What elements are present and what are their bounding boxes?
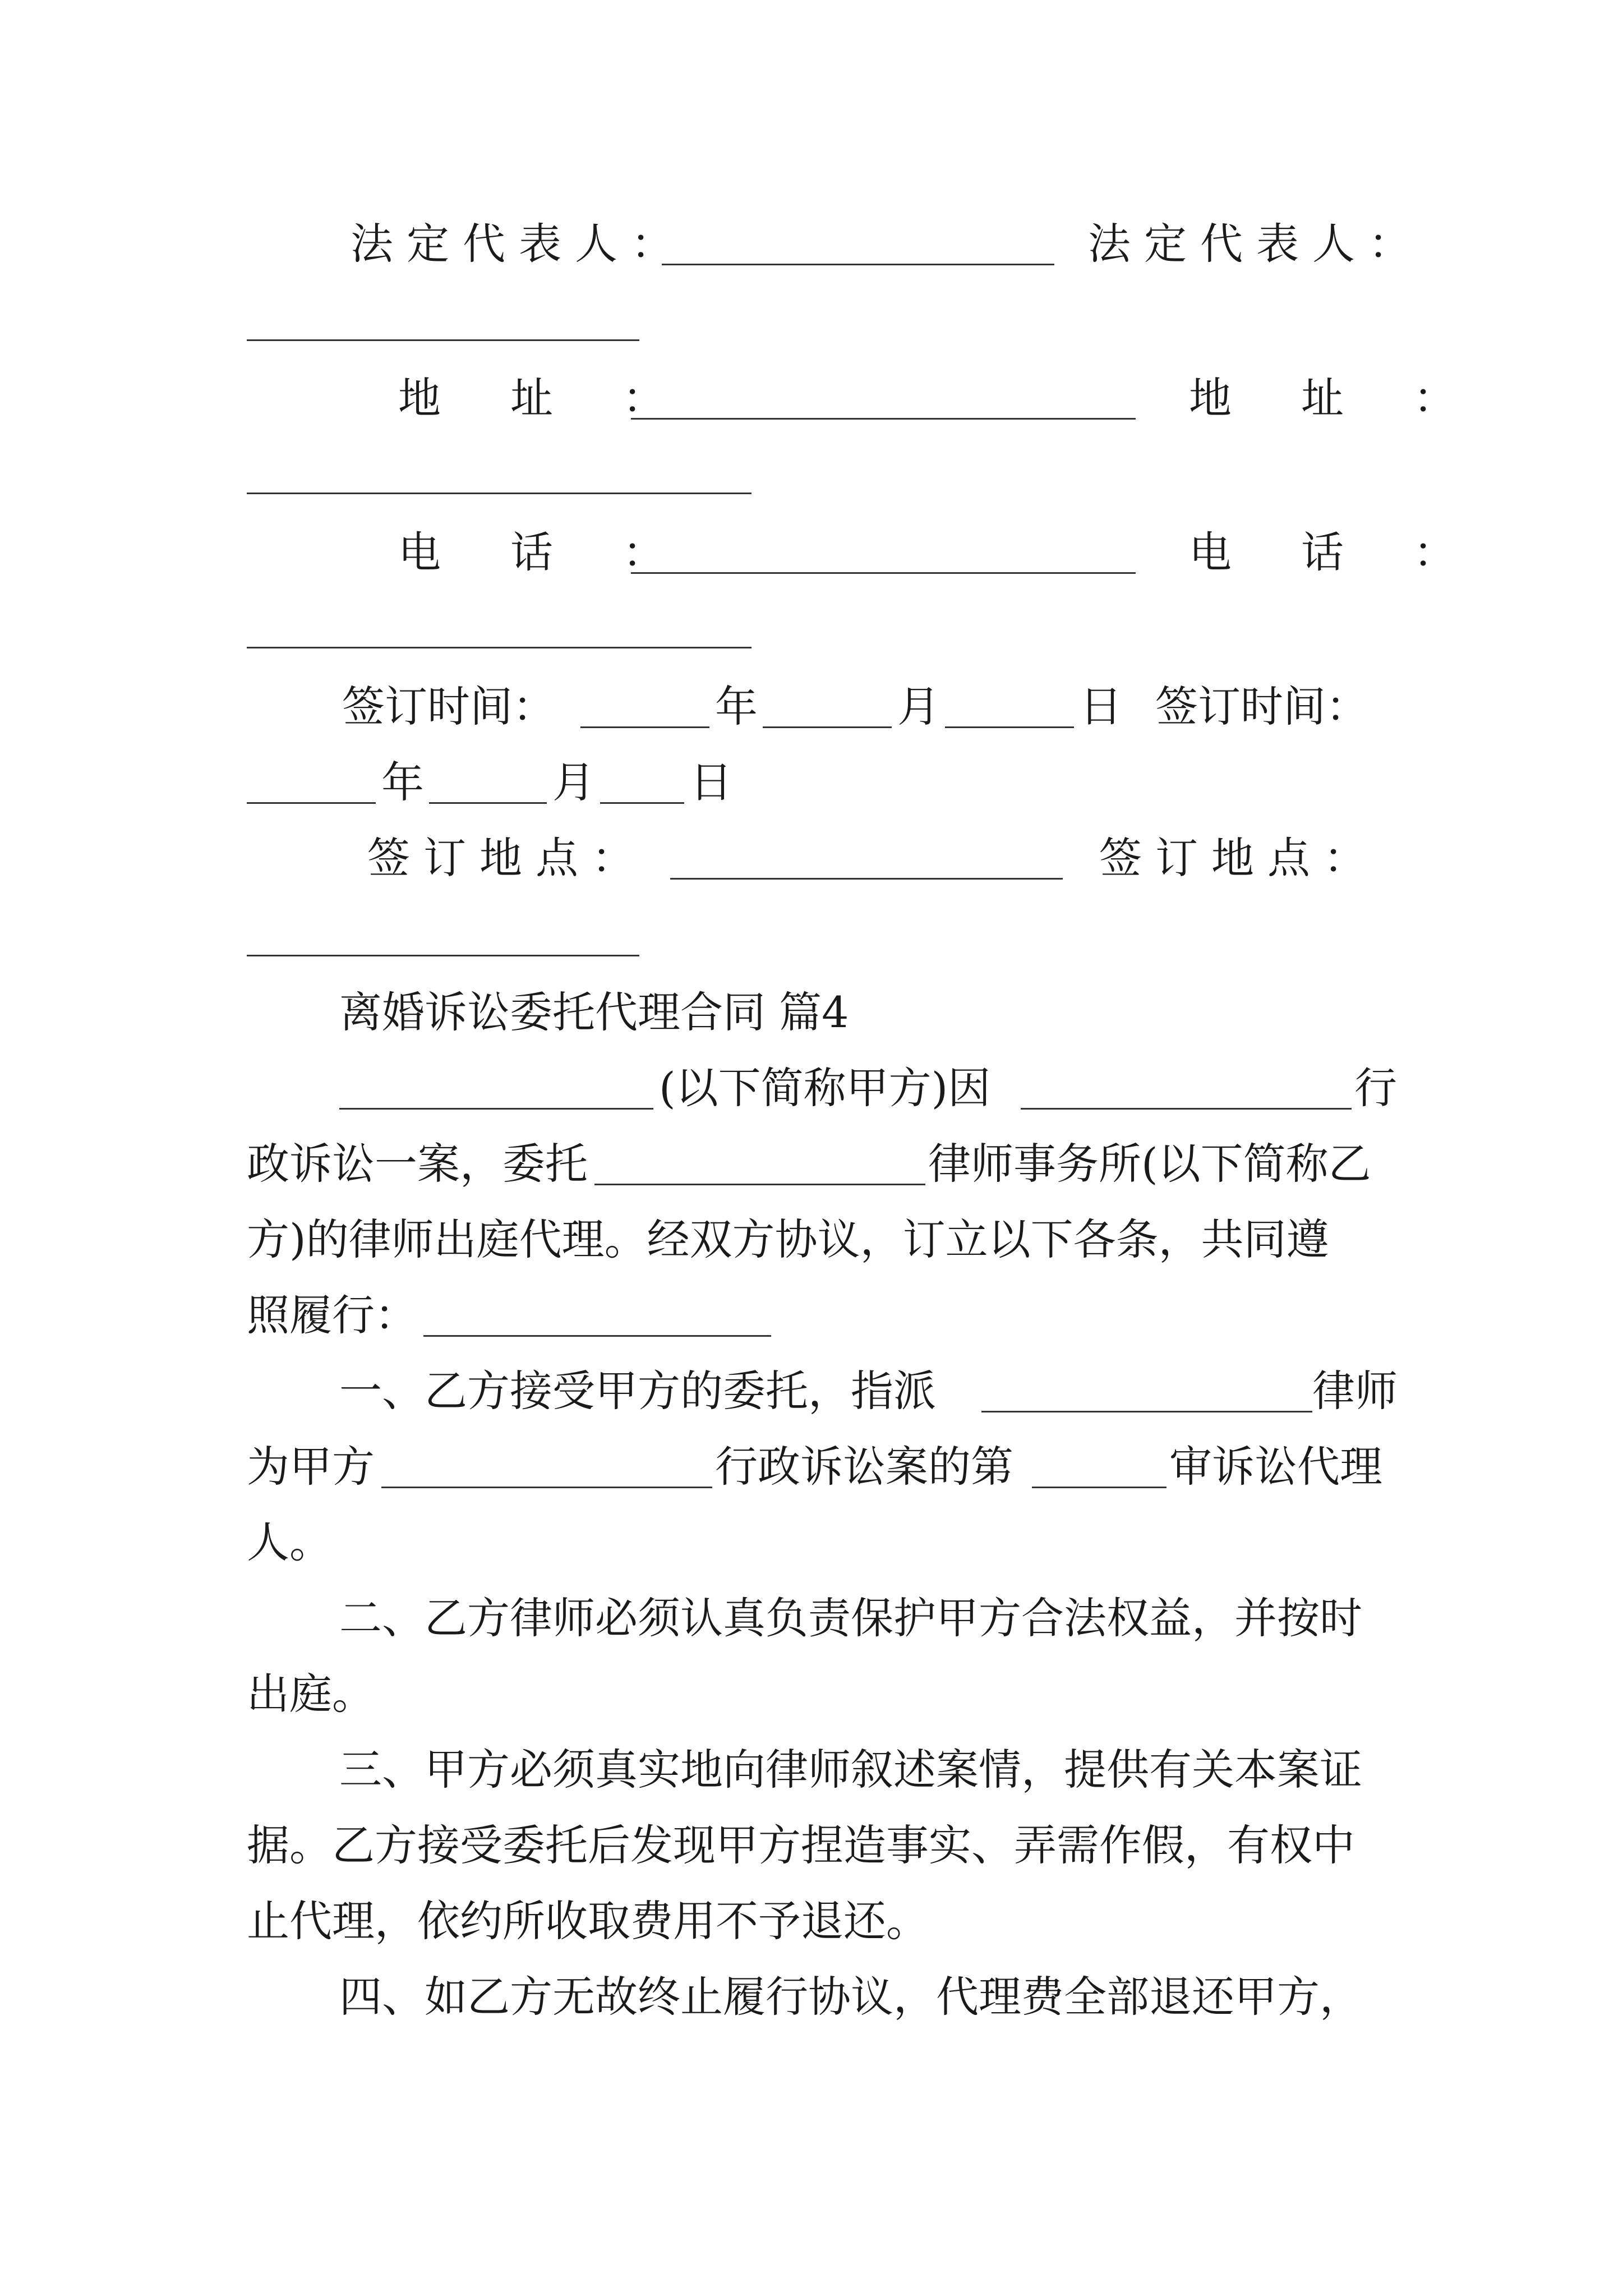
case-type-blank xyxy=(1021,1108,1352,1110)
clause-1-text-b: 律师 xyxy=(1312,1366,1398,1416)
clause-2-text-b: 出庭。 xyxy=(247,1669,375,1719)
case-name-blank xyxy=(381,1487,712,1488)
clause-3-line-2 xyxy=(247,1812,1391,1879)
clause-1-text-d: 行政诉讼案的第 xyxy=(715,1442,1013,1492)
year-label-a: 年 xyxy=(715,682,758,731)
clause-1-text-e: 审诉讼代理 xyxy=(1169,1442,1382,1492)
sign-place-blank-a xyxy=(670,878,1063,880)
intro-line-1 xyxy=(247,1055,1397,1122)
clause-3-text-c: 止代理，依约所收取费用不予退还。 xyxy=(247,1896,929,1946)
intro-text-c: 政诉讼一案，委托 xyxy=(247,1139,588,1189)
legal-rep-label-party-a: 法定代表人： xyxy=(351,219,687,269)
intro-text-f: 照履行： xyxy=(247,1290,417,1340)
phone-label-party-b: 电 话 ： xyxy=(1189,527,1469,577)
clause-4-line-1 xyxy=(247,1963,1391,2031)
month-blank-b xyxy=(429,802,547,804)
clause-4-text-a: 四、如乙方无故终止履行协议，代理费全部退还甲方， xyxy=(339,1972,1362,2022)
clause-3-line-1 xyxy=(247,1736,1391,1803)
clause-2-line-2 xyxy=(247,1660,1391,1728)
year-blank-a xyxy=(580,726,709,728)
year-label-b: 年 xyxy=(381,757,424,807)
lawyer-name-blank xyxy=(981,1411,1312,1412)
legal-rep-blank-b xyxy=(247,339,639,341)
day-label-b: 日 xyxy=(690,757,732,807)
phone-blank-b xyxy=(247,647,751,648)
intro-line-4 xyxy=(247,1282,1391,1349)
address-row xyxy=(247,365,1469,432)
month-label-a: 月 xyxy=(897,682,940,731)
intro-line-2 xyxy=(247,1130,1391,1198)
month-blank-a xyxy=(763,726,892,728)
sign-place-label-party-a: 签订地点： xyxy=(367,833,648,883)
legal-rep-row xyxy=(247,210,1424,278)
intro-text-a: (以下简称甲方)因 xyxy=(659,1063,991,1113)
clause-1-text-f: 人。 xyxy=(247,1517,332,1567)
sign-time-label-party-a: 签订时间： xyxy=(342,682,555,731)
day-blank-a xyxy=(945,726,1074,728)
intro-text-d: 律师事务所(以下简称乙 xyxy=(928,1139,1371,1189)
clause-3-line-3 xyxy=(247,1888,1391,1955)
legal-rep-blank-a xyxy=(662,264,1054,265)
sign-time-row-b xyxy=(247,749,1391,816)
clause-1-text-a: 一、乙方接受甲方的委托，指派 xyxy=(339,1366,936,1416)
clause-3-text-b: 据。乙方接受委托后发现甲方捏造事实、弄需作假，有权中 xyxy=(247,1820,1355,1870)
intro-text-e: 方)的律师出庭代理。经双方协议，订立以下各条，共同遵 xyxy=(247,1214,1329,1264)
party-a-name-blank xyxy=(339,1108,653,1110)
sign-time-row xyxy=(247,673,1391,740)
phone-blank-a xyxy=(631,572,1136,574)
address-label-party-a: 地 址 ： xyxy=(398,373,679,423)
address-blank-b xyxy=(247,493,751,494)
sign-place-blank-b xyxy=(247,955,639,956)
clause-2-text-a: 二、乙方律师必须认真负责保护甲方合法权益，并按时 xyxy=(339,1593,1362,1643)
intro-line-3 xyxy=(247,1206,1391,1273)
intro-trailing-blank xyxy=(423,1335,771,1337)
section-title xyxy=(247,979,1391,1046)
section-title-text: 离婚诉讼委托代理合同 篇4 xyxy=(339,987,849,1037)
clause-1-line-2 xyxy=(247,1433,1391,1501)
clause-1-line-3 xyxy=(247,1509,1391,1576)
sign-place-row xyxy=(247,825,1391,892)
day-label-a: 日 xyxy=(1080,682,1122,731)
year-blank-b xyxy=(247,802,376,804)
intro-text-b: 行 xyxy=(1354,1063,1397,1113)
law-firm-blank xyxy=(594,1184,925,1185)
clause-1-text-c: 为甲方 xyxy=(247,1442,375,1492)
trial-level-blank xyxy=(1032,1487,1166,1488)
address-label-party-b: 地 址 ： xyxy=(1189,373,1469,423)
clause-3-text-a: 三、甲方必须真实地向律师叙述案情，提供有关本案证 xyxy=(339,1745,1362,1795)
phone-row xyxy=(247,519,1469,586)
month-label-b: 月 xyxy=(552,757,595,807)
day-blank-b xyxy=(600,802,684,804)
sign-time-label-party-b: 签订时间： xyxy=(1155,682,1368,731)
address-blank-a xyxy=(631,418,1136,420)
sign-place-label-party-b: 签订地点： xyxy=(1099,833,1380,883)
legal-rep-label-party-b: 法定代表人： xyxy=(1088,219,1424,269)
clause-1-line-1 xyxy=(247,1358,1398,1425)
phone-label-party-a: 电 话 ： xyxy=(398,527,679,577)
clause-2-line-1 xyxy=(247,1585,1391,1652)
